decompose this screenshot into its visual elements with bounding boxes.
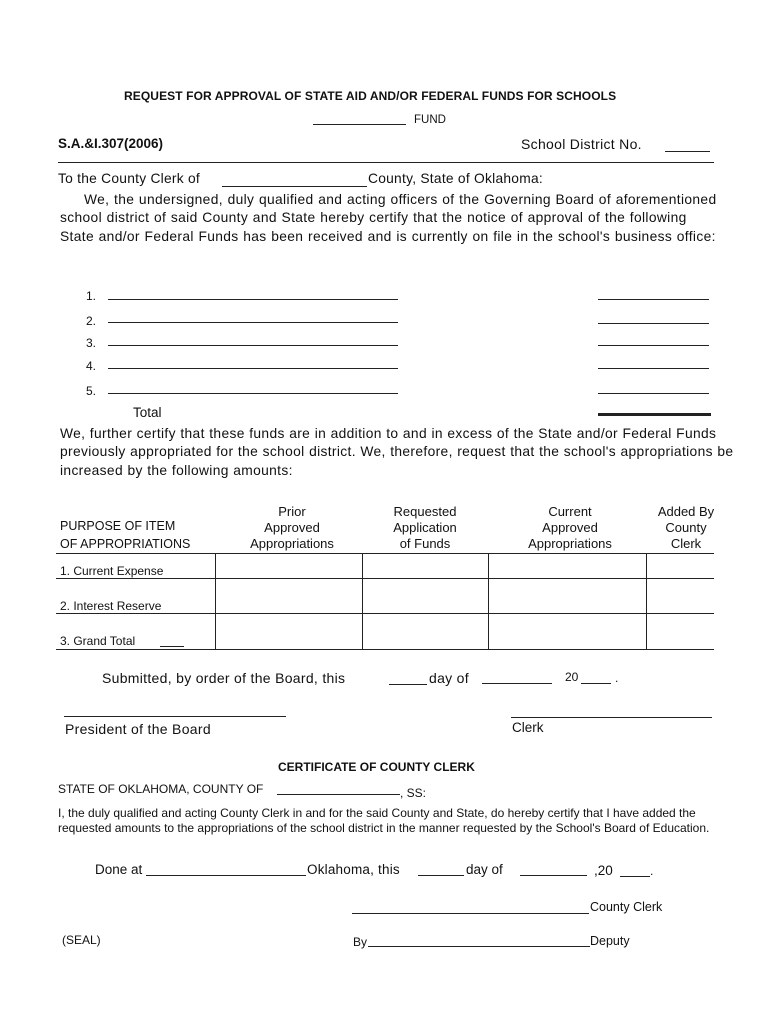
done-period: .: [650, 864, 654, 878]
fund-item-number: 3.: [86, 336, 97, 350]
table-rule: [56, 613, 714, 614]
table-rule: [56, 578, 714, 579]
table-cell[interactable]: [216, 554, 361, 578]
fund-item-name-field[interactable]: [108, 322, 398, 323]
oklahoma-this-label: Oklahoma, this: [307, 862, 400, 877]
to-clerk-suffix: County, State of Oklahoma:: [368, 171, 543, 186]
done-year-prefix: ,20: [594, 863, 613, 878]
certificate-title: CERTIFICATE OF COUNTY CLERK: [278, 760, 475, 774]
table-row-label: 2. Interest Reserve: [60, 599, 162, 613]
current-approved-header: [500, 504, 640, 552]
header-line: Clerk: [670, 536, 702, 551]
table-cell[interactable]: [647, 554, 714, 578]
ss-label: , SS:: [400, 786, 427, 800]
header-line: Appropriations: [250, 536, 334, 551]
done-day-field[interactable]: [418, 875, 464, 876]
district-label: School District No.: [521, 136, 642, 152]
table-cell[interactable]: [489, 554, 645, 578]
done-day-of-label: day of: [466, 862, 503, 877]
fund-item-name-field[interactable]: [108, 299, 398, 300]
clerk-label: Clerk: [512, 720, 544, 735]
fund-item-amount-field[interactable]: [598, 368, 709, 369]
submitted-day-field[interactable]: [389, 684, 427, 685]
table-rule: [56, 649, 714, 650]
total-amount-field[interactable]: [598, 413, 711, 416]
added-by-clerk-header: [648, 504, 724, 552]
fund-item-number: 2.: [86, 314, 97, 328]
fund-item-name-field[interactable]: [108, 368, 398, 369]
fund-item-name-field[interactable]: [108, 345, 398, 346]
intro-paragraph: We, the undersigned, duly qualified and acting officers of the Governing Board of aforementioned school district of said County and State hereby certify that the notice of approval of the following State and/or Federal Funds has been received and is currently on file in the school's business office:: [60, 192, 717, 244]
header-line: of Funds: [399, 536, 451, 551]
header-line: Application: [393, 520, 457, 535]
submitted-prefix: Submitted, by order of the Board, this: [102, 670, 346, 686]
fund-name-field[interactable]: [313, 124, 406, 125]
done-year-field[interactable]: [620, 876, 650, 877]
fund-item-name-field[interactable]: [108, 393, 398, 394]
county-name-field[interactable]: [222, 186, 367, 187]
requested-header: [362, 504, 488, 552]
clerk-signature-field[interactable]: [511, 717, 712, 718]
submitted-year-field[interactable]: [581, 683, 611, 684]
deputy-label: Deputy: [590, 934, 630, 948]
county-clerk-signature-field[interactable]: [352, 913, 589, 914]
fund-label: FUND: [414, 114, 446, 126]
table-cell[interactable]: [363, 554, 487, 578]
header-line: Added By: [657, 504, 715, 519]
form-code: S.A.&I.307(2006): [58, 136, 164, 151]
total-label: Total: [133, 405, 162, 420]
district-number-field[interactable]: [665, 151, 710, 152]
deputy-signature-field[interactable]: [368, 946, 590, 947]
county-clerk-label: County Clerk: [590, 900, 663, 914]
submitted-month-field[interactable]: [482, 683, 552, 684]
by-label: By: [353, 935, 368, 949]
state-county-prefix: STATE OF OKLAHOMA, COUNTY OF: [58, 782, 264, 796]
seal-label: (SEAL): [62, 933, 101, 947]
header-line: County: [665, 520, 707, 535]
table-row-label: 3. Grand Total: [60, 634, 136, 648]
fund-item-number: 5.: [86, 384, 97, 398]
fund-item-number: 1.: [86, 289, 97, 303]
done-at-place-field[interactable]: [146, 875, 306, 876]
header-line: Appropriations: [528, 536, 612, 551]
form-title: REQUEST FOR APPROVAL OF STATE AID AND/OR FEDERAL FUNDS FOR SCHOOLS: [124, 89, 617, 103]
purpose-header: PURPOSE OF ITEM: [60, 519, 176, 533]
header-line: Approved: [264, 520, 320, 535]
header-line: Prior: [278, 504, 306, 519]
submitted-year-prefix: 20: [565, 670, 579, 684]
done-at-label: Done at: [95, 862, 143, 877]
table-row-label: 1. Current Expense: [60, 564, 164, 578]
submitted-period: .: [615, 671, 619, 685]
header-line: Current: [548, 504, 592, 519]
fund-item-amount-field[interactable]: [598, 393, 709, 394]
submitted-day-of: day of: [429, 670, 469, 686]
header-divider: [58, 162, 714, 163]
to-clerk-prefix: To the County Clerk of: [58, 171, 200, 186]
done-month-field[interactable]: [520, 875, 587, 876]
president-label: President of the Board: [65, 721, 211, 737]
certificate-paragraph: I, the duly qualified and acting County Clerk in and for the said County and State, do hereby certify that I have added the requested amounts to the appropriations of the school district in the manner requested by the School's Board of Education.: [58, 806, 710, 835]
president-signature-field[interactable]: [64, 716, 286, 717]
fund-item-amount-field[interactable]: [598, 299, 709, 300]
purpose-header: OF APPROPRIATIONS: [60, 537, 191, 551]
cert-county-field[interactable]: [277, 794, 400, 795]
fund-item-amount-field[interactable]: [598, 345, 709, 346]
further-paragraph: We, further certify that these funds are in addition to and in excess of the State and/or Federal Funds previously appropriated for the school district. We, therefore, request that the school's appropriations be increased by the following amounts:: [60, 426, 734, 478]
grand-total-blank: [160, 646, 184, 647]
header-line: Requested: [393, 504, 457, 519]
prior-approved-header: [222, 504, 362, 552]
fund-item-number: 4.: [86, 359, 97, 373]
fund-item-amount-field[interactable]: [598, 323, 709, 324]
header-line: Approved: [542, 520, 598, 535]
